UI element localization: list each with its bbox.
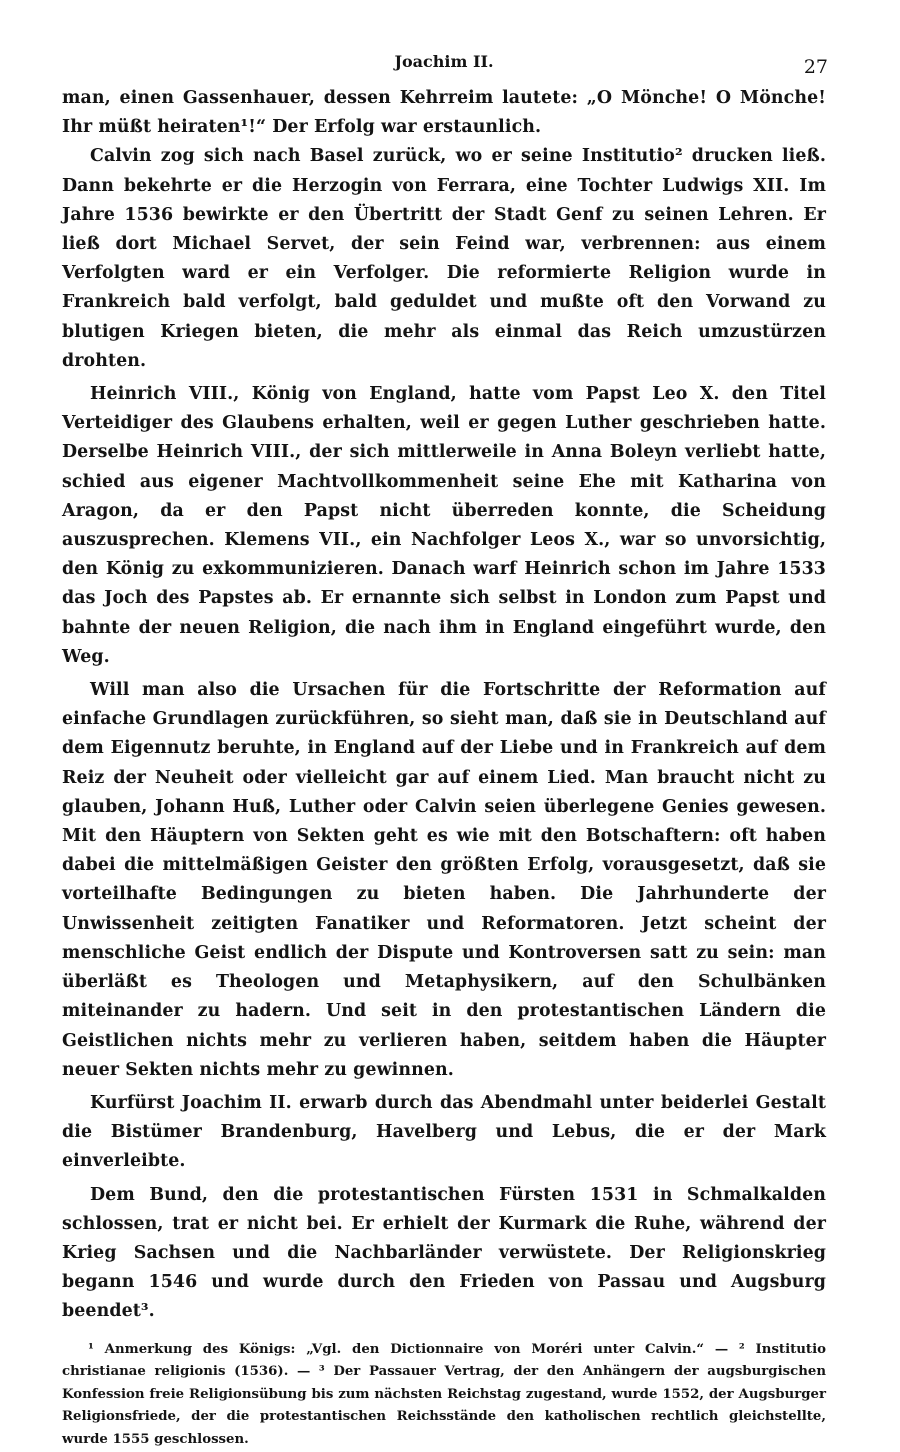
book-page — [62, 44, 826, 1452]
page-number: 27 — [803, 56, 828, 78]
paragraph-schmalkalden: Dem Bund, den die protestantischen Fürsten 1531 in Schmalkalden schlossen, trat er nicht bei. Er erhielt der Kurmark die Ruhe, während der Krieg Sachsen und die Nachbarländer verwüstete. Der Religionskrieg begann 1546 und wurde durch den Frieden von Passau und Augsburg beendet³. — [62, 1184, 826, 1322]
paragraph-joachim: Kurfürst Joachim II. erwarb durch das Abendmahl unter beiderlei Gestalt die Bistümer Brandenburg, Havelberg und Lebus, die er der Mark einverleibte. — [62, 1092, 826, 1172]
footnote-text: ¹ Anmerkung des Königs: „Vgl. den Dictionnaire von Moréri unter Calvin.“ — ² Institutio christianae religionis (1536). — ³ Der Passauer Vertrag, der den Anhängern der augsburgischen Konfession freie Religionsübung bis zum nächsten Reichstag zugestand, wurde 1552, der Augsburger Religionsfriede, der die protestantischen Reichsstände den katholischen rechtlich gleichstellte, wurde 1555 geschlossen. — [62, 1341, 826, 1447]
paragraph-reformation-causes: Will man also die Ursachen für die Fortschritte der Reformation auf einfache Grundlagen zurückführen, so sieht man, daß sie in Deutschland auf dem Eigennutz beruhte, in England auf der Liebe und in Frankreich auf dem Reiz der Neuheit oder vielleicht gar auf einem Lied. Man braucht nicht zu glauben, Johann Huß, Luther oder Calvin seien überlegene Genies gewesen. Mit den Häuptern von Sekten geht es wie mit den Botschaftern: oft haben dabei die mittelmäßigen Geister den größten Erfolg, vorausgesetzt, daß sie vorteilhafte Bedingungen zu bieten haben. Die Jahrhunderte der Unwissenheit zeitigten Fanatiker und Reformatoren. Jetzt scheint der menschliche Geist endlich der Dispute und Kontroversen satt zu sein: man überläßt es Theologen und Metaphysikern, auf den Schulbänken miteinander zu hadern. Und seit in den protestantischen Ländern die Geistlichen nichts mehr zu verlieren haben, seitdem haben die Häupter neuer Sekten nichts mehr zu gewinnen. — [62, 680, 826, 1080]
running-head — [62, 44, 826, 84]
footnotes — [62, 1339, 826, 1452]
running-title: Joachim II. — [394, 52, 494, 71]
paragraph-continuation: man, einen Gassenhauer, dessen Kehrreim lautete: „O Mönche! O Mönche! Ihr müßt heiraten¹!“ Der Erfolg war erstaunlich. — [62, 88, 826, 138]
paragraph-calvin: Calvin zog sich nach Basel zurück, wo er seine Institutio² drucken ließ. Dann bekehrte er die Herzogin von Ferrara, eine Tochter Ludwigs XII. Im Jahre 1536 bewirkte er den Übertritt der Stadt Genf zu seinen Lehren. Er ließ dort Michael Servet, der sein Feind war, verbrennen: aus einem Verfolgten ward er ein Verfolger. Die reformierte Religion wurde in Frankreich bald verfolgt, bald geduldet und mußte oft den Vorwand zu blutigen Kriegen bieten, die mehr als einmal das Reich umzustürzen drohten. — [62, 146, 826, 371]
paragraph-heinrich: Heinrich VIII., König von England, hatte vom Papst Leo X. den Titel Verteidiger des Glaubens erhalten, weil er gegen Luther geschrieben hatte. Derselbe Heinrich VIII., der sich mittlerweile in Anna Boleyn verliebt hatte, schied aus eigener Machtvollkommenheit seine Ehe mit Katharina von Aragon, da er den Papst nicht überreden konnte, die Scheidung auszusprechen. Klemens VII., ein Nachfolger Leos X., war so unvorsichtig, den König zu exkommunizieren. Danach warf Heinrich schon im Jahre 1533 das Joch des Papstes ab. Er ernannte sich selbst in London zum Papst und bahnte der neuen Religion, die nach ihm in England eingeführt wurde, den Weg. — [62, 384, 826, 667]
body-text — [62, 84, 826, 1327]
